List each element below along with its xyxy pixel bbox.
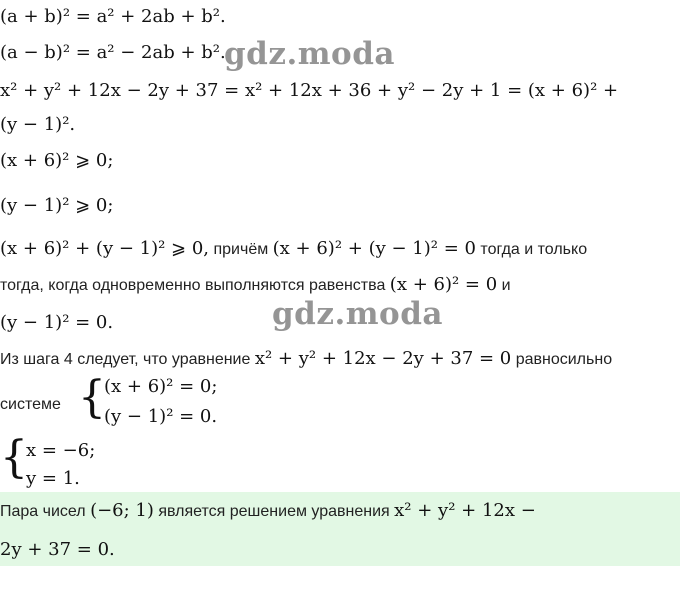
watermark-top: gdz.moda xyxy=(224,36,395,72)
formula-square-diff: (a − b)² = a² − 2ab + b². xyxy=(0,42,226,63)
answer-pair: (−6; 1) xyxy=(90,500,154,521)
watermark-middle: gdz.moda xyxy=(272,296,443,332)
answer-text-pair: Пара чисел xyxy=(0,503,91,520)
step-reference-text: Из шага 4 следует, что уравнение xyxy=(0,351,255,368)
inequality-x: (x + 6)² ⩾ 0; xyxy=(0,150,114,171)
condition-math-x: (x + 6)² = 0 xyxy=(389,274,498,295)
condition-text: тогда, когда одновременно выполняются равенства xyxy=(0,277,390,294)
condition-line xyxy=(0,274,511,295)
system-brace: { xyxy=(78,372,106,423)
solution-row-x: x = −6; xyxy=(26,440,96,461)
inequality-y: (y − 1)² ⩾ 0; xyxy=(0,195,114,216)
formula-square-sum: (a + b)² = a² + 2ab + b². xyxy=(0,6,226,27)
equivalent-text: равносильно xyxy=(511,351,613,368)
answer-equation-end: 2y + 37 = 0. xyxy=(0,539,115,560)
sum-text-iff: тогда и только xyxy=(475,241,588,258)
solution-row-y: y = 1. xyxy=(26,468,80,489)
condition-text-and: и xyxy=(497,277,511,294)
sum-nonnegative-line xyxy=(0,238,587,259)
answer-line-1 xyxy=(0,500,536,521)
step-reference-line xyxy=(0,348,612,369)
sum-nonnegative-math: (x + 6)² + (y − 1)² ⩾ 0, xyxy=(0,238,210,259)
original-equation: x² + y² + 12x − 2y + 37 = 0 xyxy=(254,348,512,369)
system-row-x: (x + 6)² = 0; xyxy=(104,376,218,397)
answer-text-is-solution: является решением уравнения xyxy=(153,503,395,520)
condition-math-y: (y − 1)² = 0. xyxy=(0,312,114,333)
system-label: системе xyxy=(0,396,61,413)
sum-zero-math: (x + 6)² + (y − 1)² = 0 xyxy=(272,238,476,259)
solution-brace: { xyxy=(0,432,28,483)
equation-expansion-cont: (y − 1)². xyxy=(0,114,76,135)
system-row-y: (y − 1)² = 0. xyxy=(104,406,218,427)
answer-equation-start: x² + y² + 12x − xyxy=(394,500,536,521)
equation-expansion: x² + y² + 12x − 2y + 37 = x² + 12x + 36 + y² − 2y + 1 = (x + 6)² + xyxy=(0,80,619,101)
system-squares xyxy=(78,372,278,432)
sum-text-moreover: причём xyxy=(209,241,273,258)
system-solution xyxy=(0,432,160,492)
